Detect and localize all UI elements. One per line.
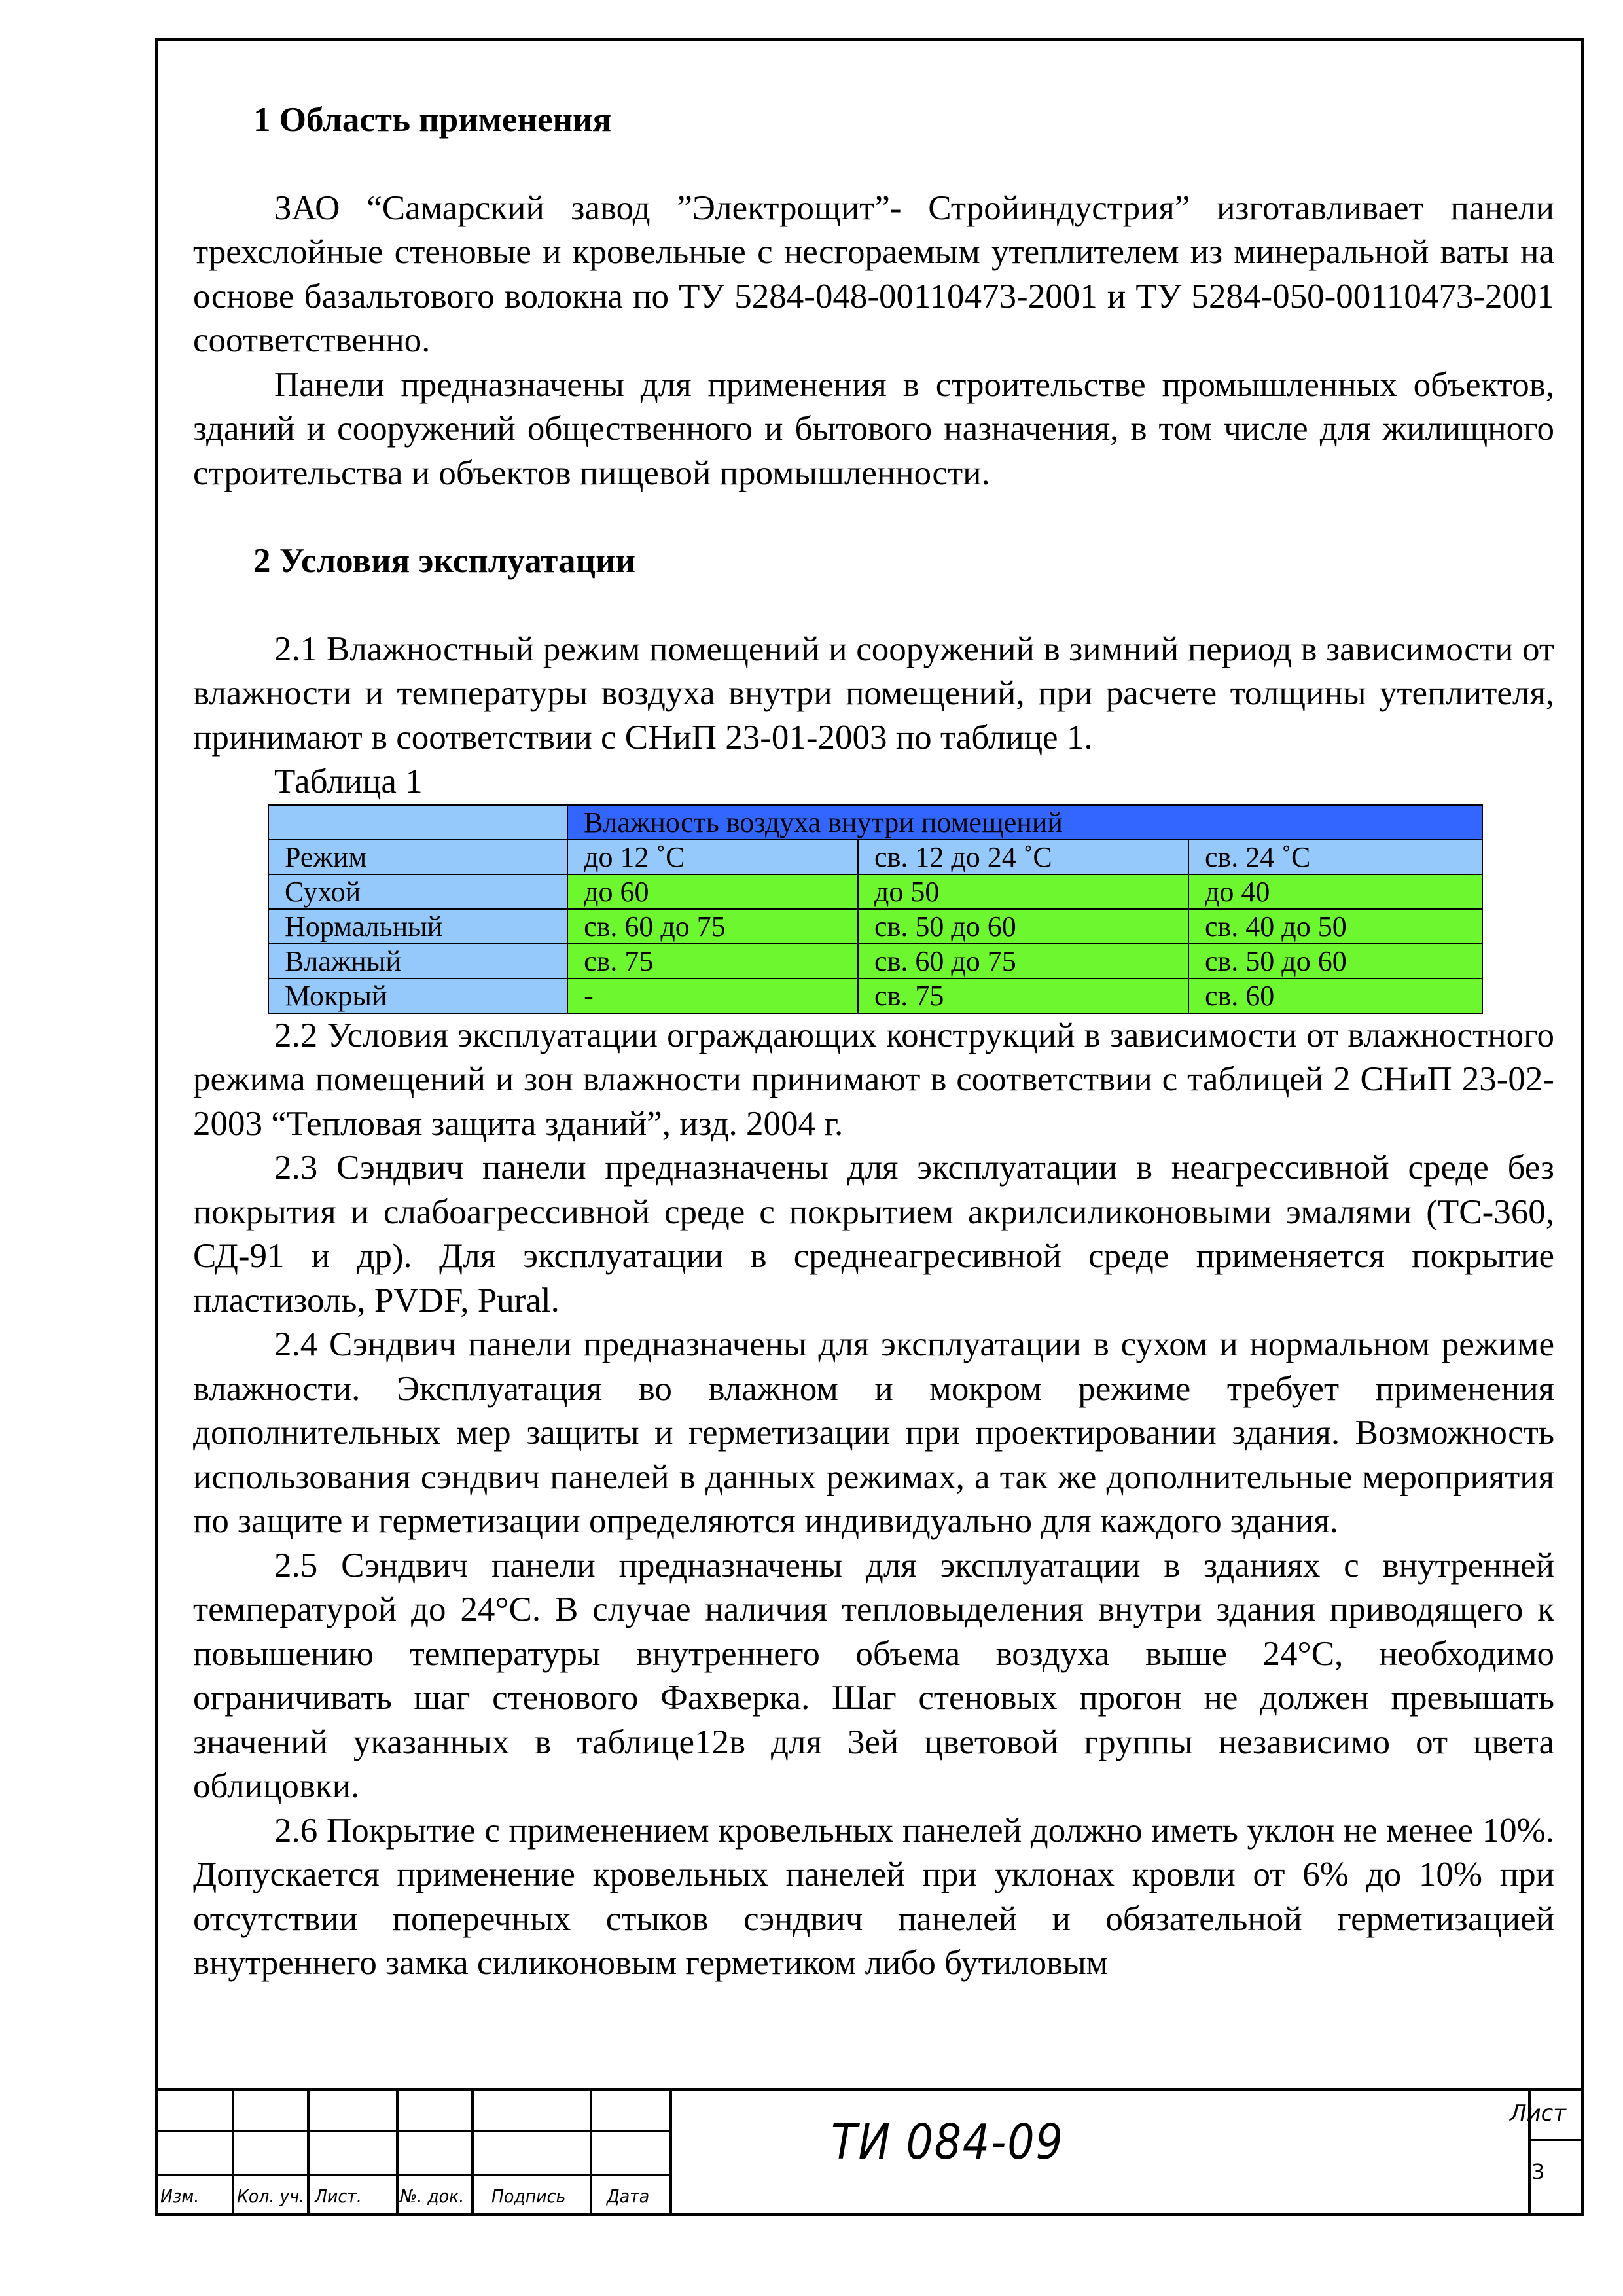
stamp-label-sheet: Лист. <box>315 2185 362 2207</box>
table-cell-mode: Мокрый <box>268 978 567 1013</box>
table-cell-mode: Влажный <box>268 944 567 978</box>
section-2-heading: 2 Условия эксплуатации <box>253 542 636 580</box>
table-cell: св. 75 <box>858 978 1188 1013</box>
document-code: ТИ 084-09 <box>831 2114 1064 2170</box>
table-row <box>268 944 1482 978</box>
sheet-label: Лист <box>1510 2100 1567 2126</box>
table-header-col-1: до 12 ˚С <box>567 840 858 874</box>
stamp-label-doc-number: №. док. <box>400 2185 465 2207</box>
table-cell: до 60 <box>567 874 858 909</box>
stamp-label-count: Кол. уч. <box>237 2185 305 2207</box>
table-1-caption: Таблица 1 <box>274 762 423 800</box>
stamp-label-date: Дата <box>607 2185 650 2207</box>
table-cell: св. 60 <box>1188 978 1482 1013</box>
humidity-regime-table <box>268 804 1483 1014</box>
table-cell: св. 75 <box>567 944 858 978</box>
paragraph-2-3: 2.3 Сэндвич панели предназначены для эксплуатации в неагрессивной среде без покрытия и слабоагрессивной среде с покрытием акрилсиликоновыми эмалями (ТС-360, СД-91 и др). Для эксплуатации в среднеагресивной среде применяется покрытие пластизоль, PVDF, Pural. <box>193 1149 1554 1319</box>
table-cell-mode: Сухой <box>268 874 567 909</box>
table-row <box>268 978 1482 1013</box>
table-header-col-3: св. 24 ˚С <box>1188 840 1482 874</box>
section-1-paragraph-1: ЗАО “Самарский завод ”Электрощит”- Стройиндустрия” изготавливает панели трехслойные стеновые и кровельные с несгораемым утеплителем из минеральной ваты на основе базальтового волокна по ТУ 5284-048-00110473-2001 и ТУ 5284-050-00110473-2001 соответственно. <box>193 188 1554 359</box>
document-body <box>193 98 1554 1986</box>
table-cell: св. 40 до 50 <box>1188 909 1482 944</box>
table-header-empty <box>268 805 567 840</box>
table-cell: св. 60 до 75 <box>858 944 1188 978</box>
section-1-heading: 1 Область применения <box>253 101 612 139</box>
table-cell-mode: Нормальный <box>268 909 567 944</box>
table-group-header: Влажность воздуха внутри помещений <box>567 805 1482 840</box>
paragraph-2-2: 2.2 Условия эксплуатации ограждающих конструкций в зависимости от влажностного режима помещений и зон влажности принимают в соответствии с таблицей 2 СНиП 23-02-2003 “Тепловая защита зданий”, изд. 2004 г. <box>193 1016 1554 1143</box>
sheet-number: 3 <box>1531 2159 1545 2184</box>
paragraph-2-5: 2.5 Сэндвич панели предназначены для эксплуатации в зданиях с внутренней температурой до 24°С. В случае наличия тепловыделения внутри здания приводящего к повышению температуры внутреннего объема воздуха выше 24°С, необходимо ограничивать шаг стенового Фахверка. Шаг стеновых прогон не должен превышать значений указанных в таблице12в для 3ей цветовой группы независимо от цвета облицовки. <box>193 1546 1554 1805</box>
table-cell: до 50 <box>858 874 1188 909</box>
table-cell: св. 50 до 60 <box>1188 944 1482 978</box>
table-cell: св. 50 до 60 <box>858 909 1188 944</box>
table-header-col-2: св. 12 до 24 ˚С <box>858 840 1188 874</box>
table-cell: св. 60 до 75 <box>567 909 858 944</box>
stamp-label-change: Изм. <box>160 2185 200 2207</box>
paragraph-2-6: 2.6 Покрытие с применением кровельных панелей должно иметь уклон не менее 10%. Допускается применение кровельных панелей при уклонах кровли от 6% до 10% при отсутствии поперечных стыков сэндвич панелей и обязательной герметизацией внутреннего замка силиконовым герметиком либо бутиловым <box>193 1811 1554 1982</box>
stamp-label-signature: Подпись <box>491 2185 566 2207</box>
table-row <box>268 909 1482 944</box>
table-row <box>268 874 1482 909</box>
paragraph-2-1: 2.1 Влажностный режим помещений и сооружений в зимний период в зависимости от влажности и температуры воздуха внутри помещений, при расчете толщины утеплителя, принимают в соответствии с СНиП 23-01-2003 по таблице 1. <box>193 630 1554 757</box>
table-cell: - <box>567 978 858 1013</box>
table-cell: до 40 <box>1188 874 1482 909</box>
table-header-mode: Режим <box>268 840 567 874</box>
section-1-paragraph-2: Панели предназначены для применения в строительстве промышленных объектов, зданий и сооружений общественного и бытового назначения, в том числе для жилищного строительства и объектов пищевой промышленности. <box>193 365 1554 492</box>
paragraph-2-4: 2.4 Сэндвич панели предназначены для эксплуатации в сухом и нормальном режиме влажности. Эксплуатация во влажном и мокром режиме требует применения дополнительных мер защиты и герметизации при проектировании здания. Возможность использования сэндвич панелей в данных режимах, а так же дополнительные мероприятия по защите и герметизации определяются индивидуально для каждого здания. <box>193 1325 1554 1540</box>
